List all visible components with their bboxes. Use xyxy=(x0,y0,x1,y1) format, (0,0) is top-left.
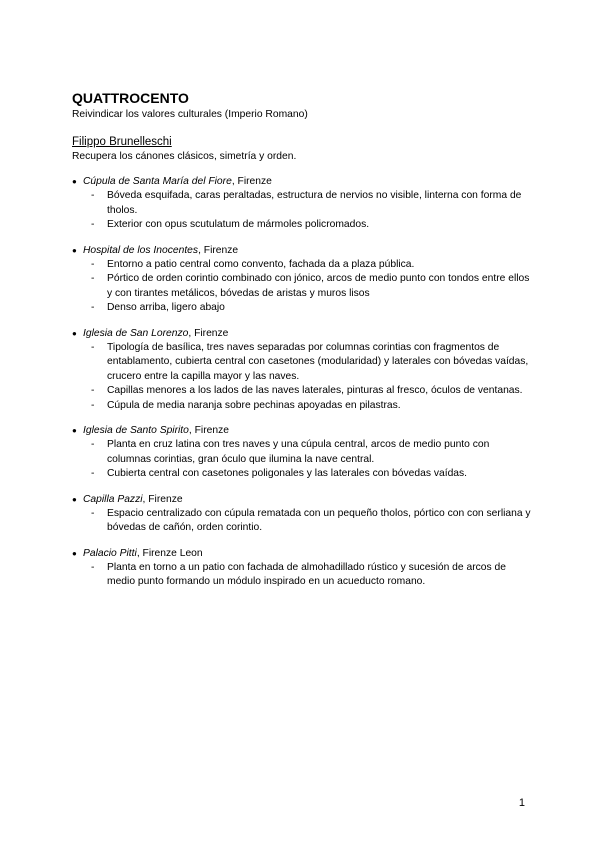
work-details-list xyxy=(72,561,532,590)
work-details-list xyxy=(72,507,532,536)
work-name: Iglesia de Santo Spirito xyxy=(83,425,189,436)
list-item xyxy=(72,218,532,233)
work-name: Capilla Pazzi xyxy=(83,493,143,505)
work-location: , Firenze xyxy=(198,244,239,256)
dash-icon: - xyxy=(91,399,95,411)
work-item-heading xyxy=(72,327,532,341)
works-list xyxy=(72,175,532,590)
dash-icon: - xyxy=(91,439,95,450)
detail-text: Cúpula de media naranja sobre pechinas apoyadas en pilastras. xyxy=(107,399,401,411)
work-item-heading xyxy=(72,547,532,561)
list-item xyxy=(72,258,532,273)
work-item-heading xyxy=(72,493,532,507)
list-item xyxy=(72,384,532,399)
list-item xyxy=(72,438,532,467)
dash-icon: - xyxy=(91,385,95,396)
work-item xyxy=(72,547,532,590)
list-item xyxy=(72,399,532,414)
detail-text: Bóveda esquifada, caras peraltadas, estructura de nervios no visible, linterna con forma de tholos. xyxy=(107,190,522,216)
work-location: , Firenze xyxy=(142,493,183,505)
detail-text: Pórtico de orden corintio combinado con jónico, arcos de medio punto con tondos entre ellos y con tirantes metálicos, bóvedas de aristas y muros lisos xyxy=(107,273,530,299)
detail-text: Planta en torno a un patio con fachada de almohadillado rústico y sucesión de arcos de medio punto formando un módulo inspirado en un acueducto romano. xyxy=(107,561,506,587)
bullet-icon: ● xyxy=(72,426,77,435)
work-location: , Firenze xyxy=(231,176,272,187)
work-item-heading xyxy=(72,424,532,438)
work-item-heading xyxy=(72,175,532,189)
detail-text: Capillas menores a los lados de las naves laterales, pinturas al fresco, óculos de ventanas. xyxy=(107,385,523,396)
section-heading: Filippo Brunelleschi xyxy=(72,136,172,148)
work-item-heading xyxy=(72,244,532,258)
work-details-list xyxy=(72,258,532,316)
list-item xyxy=(72,507,532,536)
section-description: Recupera los cánones clásicos, simetría y orden. xyxy=(72,151,297,162)
work-name: Iglesia de San Lorenzo xyxy=(83,327,189,339)
document-page xyxy=(72,90,532,601)
list-item xyxy=(72,189,532,218)
detail-text: Tipología de basílica, tres naves separadas por columnas corintias con fragmentos de entablamento, cubierta central con casetones (modularidad) y laterales con bóvedas vaídas, crucero entre la capilla mayor y las naves. xyxy=(107,341,529,382)
work-item xyxy=(72,175,532,233)
dash-icon: - xyxy=(91,561,95,573)
work-location: , Firenze xyxy=(188,425,229,436)
detail-text: Planta en cruz latina con tres naves y una cúpula central, arcos de medio punto con columnas corintias, gran óculo que ilumina la nave central. xyxy=(107,439,490,465)
bullet-icon: ● xyxy=(72,245,77,255)
work-name: Hospital de los Inocentes xyxy=(83,244,199,256)
dash-icon: - xyxy=(91,258,95,270)
bullet-icon: ● xyxy=(72,548,77,558)
list-item xyxy=(72,561,532,590)
dash-icon: - xyxy=(91,219,95,230)
dash-icon: - xyxy=(91,273,95,284)
detail-text: Exterior con opus scutulatum de mármoles policromados. xyxy=(107,219,370,230)
detail-text: Espacio centralizado con cúpula rematada con un pequeño tholos, pórtico con con serliana y bóvedas de cañón, orden corintio. xyxy=(107,507,531,533)
work-name: Palacio Pitti xyxy=(83,547,137,559)
work-name: Cúpula de Santa María del Fiore xyxy=(83,176,232,187)
dash-icon: - xyxy=(91,190,95,201)
document-subtitle: Reivindicar los valores culturales (Imperio Romano) xyxy=(72,109,308,120)
work-details-list xyxy=(72,341,532,414)
list-item xyxy=(72,301,532,316)
work-details-list xyxy=(72,189,532,233)
document-title: QUATTROCENTO xyxy=(72,90,189,106)
list-item xyxy=(72,272,532,301)
work-item xyxy=(72,244,532,316)
dash-icon: - xyxy=(91,341,95,353)
work-item xyxy=(72,493,532,536)
work-location: , Firenze xyxy=(188,327,229,339)
detail-text: Denso arriba, ligero abajo xyxy=(107,302,225,313)
bullet-icon: ● xyxy=(72,177,77,186)
work-details-list xyxy=(72,438,532,482)
work-item xyxy=(72,424,532,482)
list-item xyxy=(72,467,532,482)
work-location: , Firenze Leon xyxy=(136,547,203,559)
bullet-icon: ● xyxy=(72,494,77,504)
page-number: 1 xyxy=(518,797,525,809)
detail-text: Cubierta central con casetones poligonales y las laterales con bóvedas vaídas. xyxy=(107,468,468,479)
dash-icon: - xyxy=(91,507,95,519)
bullet-icon: ● xyxy=(72,328,77,338)
dash-icon: - xyxy=(91,468,95,479)
detail-text: Entorno a patio central como convento, fachada da a plaza pública. xyxy=(107,258,415,270)
list-item xyxy=(72,341,532,385)
dash-icon: - xyxy=(91,302,95,313)
work-item xyxy=(72,327,532,414)
